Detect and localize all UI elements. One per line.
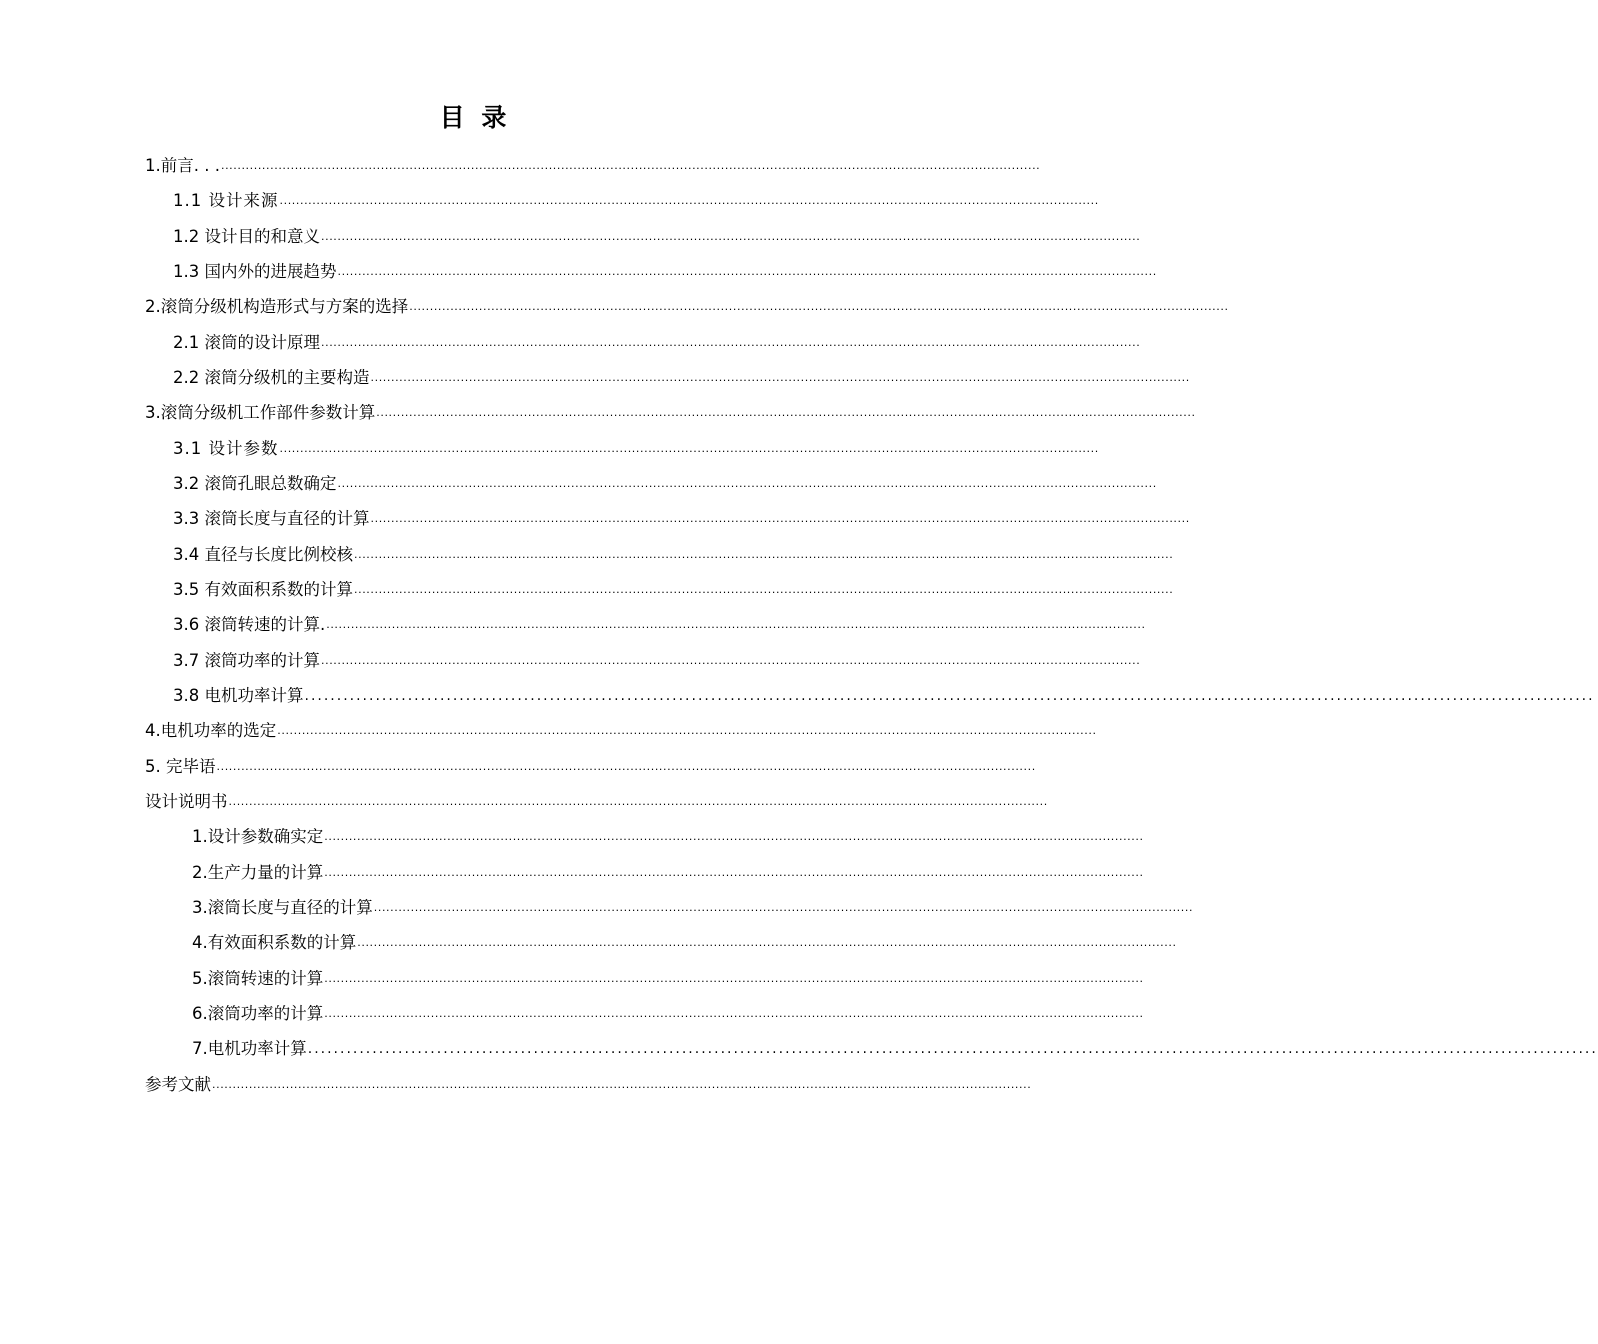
- toc-leader-dots: ........................................................................................................................................................................................................: [307, 1041, 1598, 1057]
- toc-entry-text: 3.5 有效面积系数的计算: [173, 580, 353, 599]
- toc-entry-text: 1.前言. . .: [145, 156, 220, 175]
- toc-entry[interactable]: [173, 469, 1157, 495]
- toc-entry[interactable]: [173, 646, 1141, 672]
- toc-entry[interactable]: [192, 893, 1194, 919]
- toc-entry-text: 设计说明书: [145, 792, 228, 811]
- toc-entry-text: 5. 完毕语: [145, 757, 216, 776]
- toc-entry[interactable]: [145, 151, 1041, 177]
- toc-leader-dots: ........................................................................................................................................................................................................: [321, 654, 1141, 667]
- toc-leader-dots: ........................................................................................................................................................................................................: [304, 688, 1595, 704]
- toc-entry[interactable]: [192, 964, 1144, 990]
- toc-entry[interactable]: [145, 787, 1048, 813]
- toc-entry-text: 3.6 滚筒转速的计算.: [173, 615, 326, 634]
- toc-leader-dots: ........................................................................................................................................................................................................: [354, 583, 1174, 596]
- toc-entry-text: 5.滚筒转速的计算: [192, 969, 324, 988]
- toc-entry[interactable]: [173, 257, 1157, 283]
- toc-leader-dots: ........................................................................................................................................................................................................: [357, 936, 1177, 949]
- toc-entry[interactable]: [192, 1034, 1598, 1060]
- toc-entry-text: 2.2 滚筒分级机的主要构造: [173, 368, 370, 387]
- toc-entry[interactable]: [145, 292, 1229, 318]
- toc-entry-text: 3.滚筒分级机工作部件参数计算: [145, 403, 376, 422]
- toc-leader-dots: ........................................................................................................................................................................................................: [279, 442, 1099, 455]
- toc-entry[interactable]: [145, 1070, 1032, 1096]
- toc-entry[interactable]: [173, 540, 1174, 566]
- toc-entry-text: 1.设计参数确实定: [192, 827, 324, 846]
- toc-entry-text: 2.生产力量的计算: [192, 863, 324, 882]
- toc-entry-text: 3.1 设计参数: [173, 439, 279, 458]
- toc-entry-text: 1.1 设计来源: [173, 191, 279, 210]
- toc-entry-text: 4.电机功率的选定: [145, 721, 277, 740]
- toc-leader-dots: ........................................................................................................................................................................................................: [321, 230, 1141, 243]
- toc-entry[interactable]: [173, 610, 1146, 636]
- toc-entry[interactable]: [173, 363, 1190, 389]
- toc-leader-dots: ........................................................................................................................................................................................................: [321, 336, 1141, 349]
- toc-entry[interactable]: [173, 681, 1595, 707]
- toc-leader-dots: ........................................................................................................................................................................................................: [324, 830, 1144, 843]
- toc-leader-dots: ........................................................................................................................................................................................................: [220, 159, 1041, 172]
- toc-entry-text: 2.滚筒分级机构造形式与方案的选择: [145, 297, 409, 316]
- toc-leader-dots: ........................................................................................................................................................................................................: [277, 724, 1097, 737]
- toc-entry-text: 1.2 设计目的和意义: [173, 227, 320, 246]
- toc-entry[interactable]: [173, 222, 1141, 248]
- toc-entry-text: 4.有效面积系数的计算: [192, 933, 357, 952]
- toc-entry-text: 3.3 滚筒长度与直径的计算: [173, 509, 370, 528]
- toc-entry[interactable]: [192, 928, 1177, 954]
- toc-entry[interactable]: [192, 999, 1144, 1025]
- toc-entry[interactable]: [173, 328, 1141, 354]
- toc-entry[interactable]: [192, 858, 1144, 884]
- toc-leader-dots: ........................................................................................................................................................................................................: [326, 618, 1146, 631]
- toc-entry-text: 3.8 电机功率计算: [173, 686, 304, 705]
- toc-leader-dots: ........................................................................................................................................................................................................: [279, 194, 1099, 207]
- toc-leader-dots: ........................................................................................................................................................................................................: [212, 1078, 1032, 1091]
- toc-entry[interactable]: [145, 398, 1196, 424]
- toc-entry[interactable]: [145, 752, 1036, 778]
- toc-leader-dots: ........................................................................................................................................................................................................: [337, 265, 1157, 278]
- toc-entry-text: 3.滚筒长度与直径的计算: [192, 898, 373, 917]
- toc-leader-dots: ........................................................................................................................................................................................................: [324, 866, 1144, 879]
- toc-entry-text: 3.7 滚筒功率的计算: [173, 651, 320, 670]
- toc-entry-text: 6.滚筒功率的计算: [192, 1004, 324, 1023]
- toc-leader-dots: ........................................................................................................................................................................................................: [228, 795, 1048, 808]
- toc-entry[interactable]: [173, 434, 1099, 460]
- toc-entry-text: 参考文献: [145, 1075, 211, 1094]
- toc-entry-text: 3.2 滚筒孔眼总数确定: [173, 474, 337, 493]
- toc-leader-dots: ........................................................................................................................................................................................................: [324, 972, 1144, 985]
- toc-entry[interactable]: [173, 504, 1190, 530]
- toc-leader-dots: ........................................................................................................................................................................................................: [324, 1007, 1144, 1020]
- toc-entry[interactable]: [145, 716, 1097, 742]
- toc-entry-text: 1.3 国内外的进展趋势: [173, 262, 337, 281]
- toc-entry-text: 2.1 滚筒的设计原理: [173, 333, 320, 352]
- toc-leader-dots: ........................................................................................................................................................................................................: [409, 300, 1229, 313]
- toc-title: 目 录: [439, 103, 511, 132]
- toc-entry[interactable]: [173, 575, 1174, 601]
- toc-leader-dots: ........................................................................................................................................................................................................: [376, 406, 1196, 419]
- toc-leader-dots: ........................................................................................................................................................................................................: [370, 371, 1190, 384]
- toc-leader-dots: ........................................................................................................................................................................................................: [370, 512, 1190, 525]
- toc-leader-dots: ........................................................................................................................................................................................................: [373, 901, 1194, 914]
- toc-leader-dots: ........................................................................................................................................................................................................: [216, 760, 1036, 773]
- toc-entry[interactable]: [192, 822, 1144, 848]
- toc-leader-dots: ........................................................................................................................................................................................................: [354, 548, 1174, 561]
- toc-leader-dots: ........................................................................................................................................................................................................: [337, 477, 1157, 490]
- toc-entry[interactable]: [173, 186, 1099, 212]
- toc-entry-text: 3.4 直径与长度比例校核: [173, 545, 353, 564]
- toc-entry-text: 7.电机功率计算: [192, 1039, 307, 1058]
